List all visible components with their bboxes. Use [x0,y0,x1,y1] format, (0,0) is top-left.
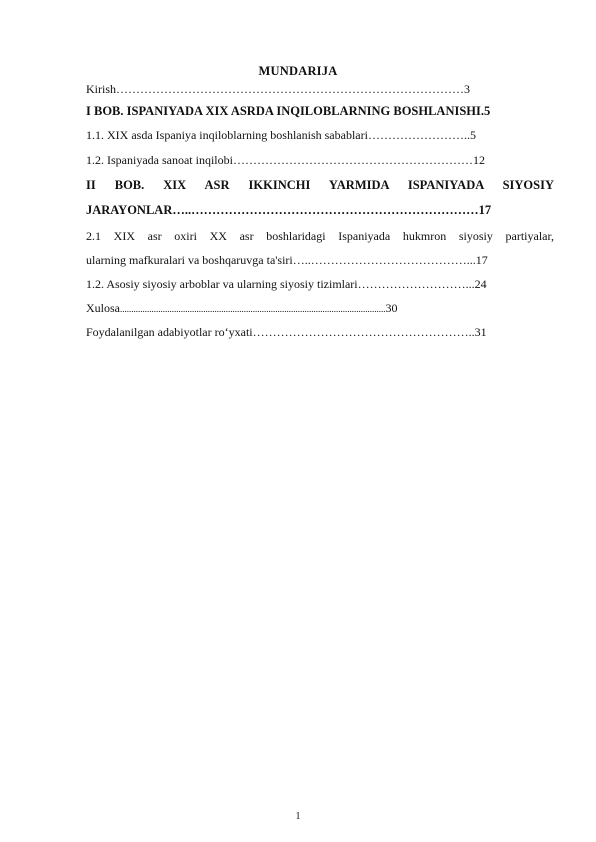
toc-entry-kirish[interactable] [86,82,522,96]
toc-title: MUNDARIJA [258,64,338,78]
toc-leader-dots: …………………….. [367,128,470,142]
toc-entry-chapter-2-line1[interactable]: II BOB. XIX ASR IKKINCHI YARMIDA ISPANIYADA SIYOSIY [86,178,554,192]
toc-leader-dots: …………………………………………………………………………… [116,82,464,96]
toc-entry-label: Foydalanilgan adabiyotlar ro‘yxati [86,325,253,339]
toc-leader-dots: …..…………………………………………………………… [172,203,479,217]
toc-entry-page: 30 [385,301,398,315]
toc-entry-label: JARAYONLAR [86,203,173,217]
toc-entry-1-1[interactable] [86,128,556,142]
toc-entry-page: 3 [464,82,470,96]
toc-entry-2-1-line2[interactable] [86,253,556,267]
toc-entry-xulosa[interactable] [86,301,556,316]
toc-leader-dots: …………………………………………………… [232,153,473,167]
toc-entry-label: Xulosa [86,301,120,315]
toc-entry-page: 12 [472,153,485,167]
toc-entry-2-1-line1[interactable]: 2.1 XIX asr oxiri XX asr boshlaridagi Ispaniyada hukmron siyosiy partiyalar, [86,229,554,243]
toc-entry-1-2b[interactable] [86,277,556,291]
toc-entry-page: 17 [478,203,492,217]
toc-entry-page: 5 [469,128,476,142]
toc-entry-chapter-1[interactable] [86,104,556,118]
toc-leader-dots: ...................................................................................................................... [120,304,386,314]
toc-entry-page: 31 [474,325,487,339]
toc-entry-label: 1.2. Asosiy siyosiy arboblar va ularning siyosiy tizimlari [86,277,358,291]
toc-entry-1-2[interactable] [86,153,556,167]
toc-leader-dots: …..…………………………………... [292,253,476,267]
toc-entry-adabiyotlar[interactable] [86,325,556,339]
toc-entry-page: 5 [484,104,491,118]
toc-entry-page: 17 [475,253,488,267]
toc-entry-label: I BOB. ISPANIYADA XIX ASRDA INQILOBLARNING BOSHLANISHI. [86,104,485,118]
toc-entry-label: ularning mafkuralari va boshqaruvga ta'siri [86,253,293,267]
page-number: 1 [295,811,301,822]
toc-entry-label: Kirish [86,82,116,96]
toc-leader-dots: ………………………... [357,277,475,291]
toc-entry-label: 1.2. Ispaniyada sanoat inqilobi [86,153,233,167]
toc-leader-dots: ……………………………………………….. [252,325,475,339]
toc-entry-page: 24 [474,277,487,291]
toc-entry-label: 1.1. XIX asda Ispaniya inqiloblarning boshlanish sabablari [86,128,368,142]
toc-entry-chapter-2-line2[interactable] [86,203,556,217]
